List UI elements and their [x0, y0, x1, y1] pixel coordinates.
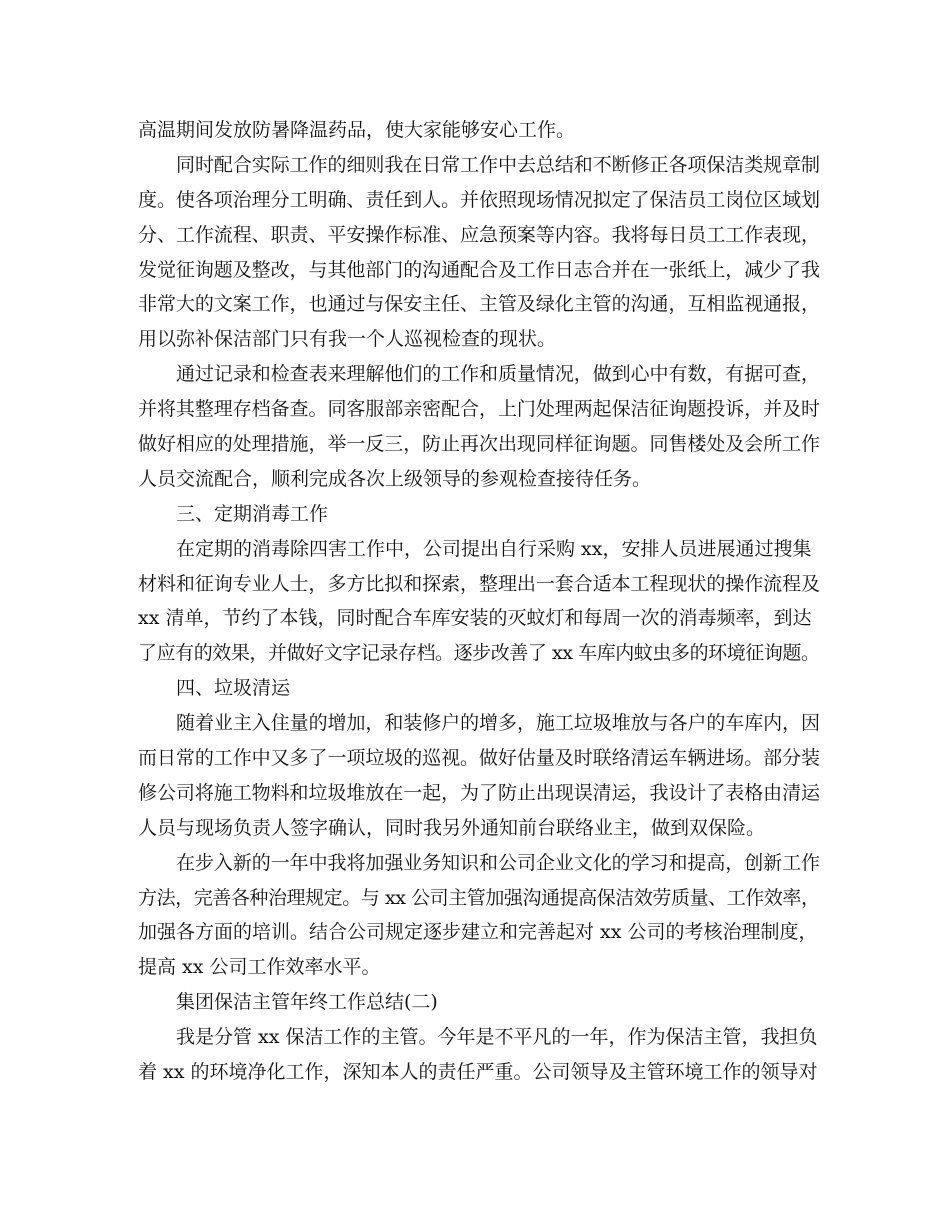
text-line: 通过记录和检查表来理解他们的工作和质量情况，做到心中有数，有据可查，	[176, 363, 820, 386]
text-line: 加强各方面的培训。结合公司规定逐步建立和完善起对 xx 公司的考核治理制度，	[138, 921, 818, 944]
text-line: 了应有的效果，并做好文字记录存档。逐步改善了 xx 车库内蚊虫多的环境征询题。	[138, 642, 820, 665]
text-line: 发觉征询题及整改，与其他部门的沟通配合及工作日志合并在一张纸上，减少了我	[138, 258, 820, 281]
text-line: xx 清单，节约了本钱，同时配合车库安装的灭蚊灯和每周一次的消毒频率，到达	[138, 607, 812, 630]
text-line: 分、工作流程、职责、平安操作标准、应急预案等内容。我将每日员工工作表现，	[138, 223, 820, 246]
text-line: 同时配合实际工作的细则我在日常工作中去总结和不断修正各项保洁类规章制	[176, 153, 820, 176]
text-line: 方法，完善各种治理规定。与 xx 公司主管加强沟通提高保洁效劳质量、工作效率，	[138, 886, 820, 909]
text-line: 四、垃圾清运	[176, 677, 291, 700]
text-line: 非常大的文案工作，也通过与保安主任、主管及绿化主管的沟通，互相监视通报，	[138, 293, 820, 316]
text-line: 在定期的消毒除四害工作中，公司提出自行采购 xx，安排人员进展通过搜集	[176, 537, 812, 560]
document-body	[138, 113, 820, 1090]
text-line: 我是分管 xx 保洁工作的主管。今年是不平凡的一年，作为保洁主管，我担负	[176, 1026, 818, 1049]
text-line: 用以弥补保洁部门只有我一个人巡视检查的现状。	[138, 328, 557, 351]
text-line: 人员交流配合，顺利完成各次上级领导的参观检查接待任务。	[138, 467, 652, 490]
text-line: 而日常的工作中又多了一项垃圾的巡视。做好估量及时联络清运车辆进场。部分装	[138, 747, 820, 770]
text-line: 并将其整理存档备查。同客服部亲密配合，上门处理两起保洁征询题投诉，并及时	[138, 398, 820, 421]
text-line: 材料和征询专业人士，多方比拟和探索，整理出一套合适本工程现状的操作流程及	[138, 572, 820, 595]
text-line: 做好相应的处理措施，举一反三，防止再次出现同样征询题。同售楼处及会所工作	[138, 433, 820, 456]
text-line: 集团保洁主管年终工作总结(二)	[176, 991, 438, 1014]
text-line: 随着业主入住量的增加，和装修户的增多，施工垃圾堆放与各户的车库内，因	[176, 712, 820, 735]
text-line: 人员与现场负责人签字确认，同时我另外通知前台联络业主，做到双保险。	[138, 816, 766, 839]
text-line: 修公司将施工物料和垃圾堆放在一起，为了防止出现误清运，我设计了表格由清运	[138, 781, 820, 804]
text-line: 在步入新的一年中我将加强业务知识和公司企业文化的学习和提高，创新工作	[176, 851, 820, 874]
text-line: 三、定期消毒工作	[176, 502, 329, 525]
text-line: 高温期间发放防暑降温药品，使大家能够安心工作。	[138, 119, 576, 141]
text-line: 度。使各项治理分工明确、责任到人。并依照现场情况拟定了保洁员工岗位区域划	[138, 188, 820, 211]
text-line: 着 xx 的环境净化工作，深知本人的责任严重。公司领导及主管环境工作的领导对	[138, 1061, 818, 1084]
text-line: 提高 xx 公司工作效率水平。	[138, 956, 381, 979]
